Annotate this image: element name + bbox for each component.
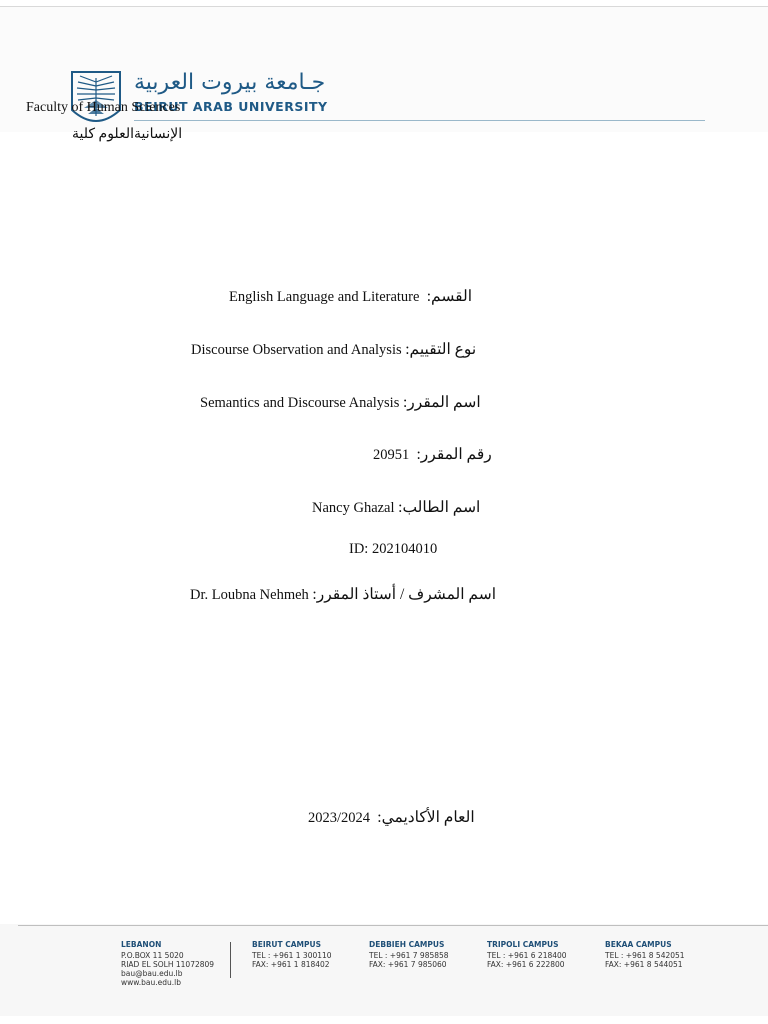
footer-lebanon-title: LEBANON <box>121 940 162 949</box>
student-name-label: اسم الطالب: <box>398 499 481 516</box>
supervisor-line <box>190 585 496 604</box>
footer-column-divider <box>230 942 231 978</box>
footer-bekaa-fax: FAX: +961 8 544051 <box>605 960 683 969</box>
academic-year-value: 2023/2024 <box>308 810 371 826</box>
footer-beirut-fax: FAX: +961 1 818402 <box>252 960 330 969</box>
student-id-value: ID: 202104010 <box>349 541 438 557</box>
footer-beirut-tel: TEL : +961 1 300110 <box>252 951 332 960</box>
student-name-value: Nancy Ghazal <box>312 500 395 516</box>
supervisor-label: اسم المشرف / أستاذ المقرر: <box>312 586 497 603</box>
footer-debbieh-title: DEBBIEH CAMPUS <box>369 940 445 949</box>
footer-debbieh-fax: FAX: +961 7 985060 <box>369 960 447 969</box>
academic-year-label: العام الأكاديمي: <box>377 809 475 826</box>
footer-debbieh-campus <box>369 940 449 969</box>
course-name-value: Semantics and Discourse Analysis <box>200 395 400 411</box>
academic-year-line <box>308 808 475 827</box>
student-name-line <box>312 498 480 517</box>
footer-bekaa-title: BEKAA CAMPUS <box>605 940 672 949</box>
department-label: القسم: <box>426 288 473 305</box>
footer-beirut-campus <box>252 940 332 969</box>
assessment-type-line <box>191 340 476 359</box>
faculty-name-english: Faculty of Human Sciences <box>26 100 181 115</box>
course-name-line <box>200 393 481 412</box>
university-logo-english: BEIRUT ARAB UNIVERSITY <box>134 99 328 114</box>
department-value: English Language and Literature <box>229 289 420 305</box>
footer-website: www.bau.edu.lb <box>121 978 181 987</box>
footer-bekaa-tel: TEL : +961 8 542051 <box>605 951 685 960</box>
footer-tripoli-tel: TEL : +961 6 218400 <box>487 951 567 960</box>
course-number-label: رقم المقرر: <box>416 446 492 463</box>
footer-bekaa-campus <box>605 940 685 969</box>
student-id-line <box>349 541 437 558</box>
footer-background <box>0 924 768 1016</box>
assessment-type-label: نوع التقييم: <box>405 341 477 358</box>
footer-tripoli-title: TRIPOLI CAMPUS <box>487 940 559 949</box>
department-line <box>229 287 472 306</box>
course-name-label: اسم المقرر: <box>402 394 481 411</box>
assessment-type-value: Discourse Observation and Analysis <box>191 342 402 358</box>
course-number-value: 20951 <box>373 447 410 463</box>
supervisor-value: Dr. Loubna Nehmeh <box>190 587 309 603</box>
footer-lebanon <box>121 940 214 987</box>
faculty-name-arabic: الإنسانيةالعلوم كلية <box>72 127 183 142</box>
university-logo-arabic: جـامعة بيروت العربية <box>134 70 326 95</box>
footer-email: bau@bau.edu.lb <box>121 969 183 978</box>
footer-tripoli-campus <box>487 940 567 969</box>
footer-beirut-title: BEIRUT CAMPUS <box>252 940 321 949</box>
course-number-line <box>373 445 492 464</box>
footer-debbieh-tel: TEL : +961 7 985858 <box>369 951 449 960</box>
footer-po-box: P.O.BOX 11 5020 <box>121 951 184 960</box>
logo-underline <box>134 120 705 121</box>
footer-tripoli-fax: FAX: +961 6 222800 <box>487 960 565 969</box>
footer-divider <box>18 925 768 926</box>
footer-address: RIAD EL SOLH 11072809 <box>121 960 215 969</box>
